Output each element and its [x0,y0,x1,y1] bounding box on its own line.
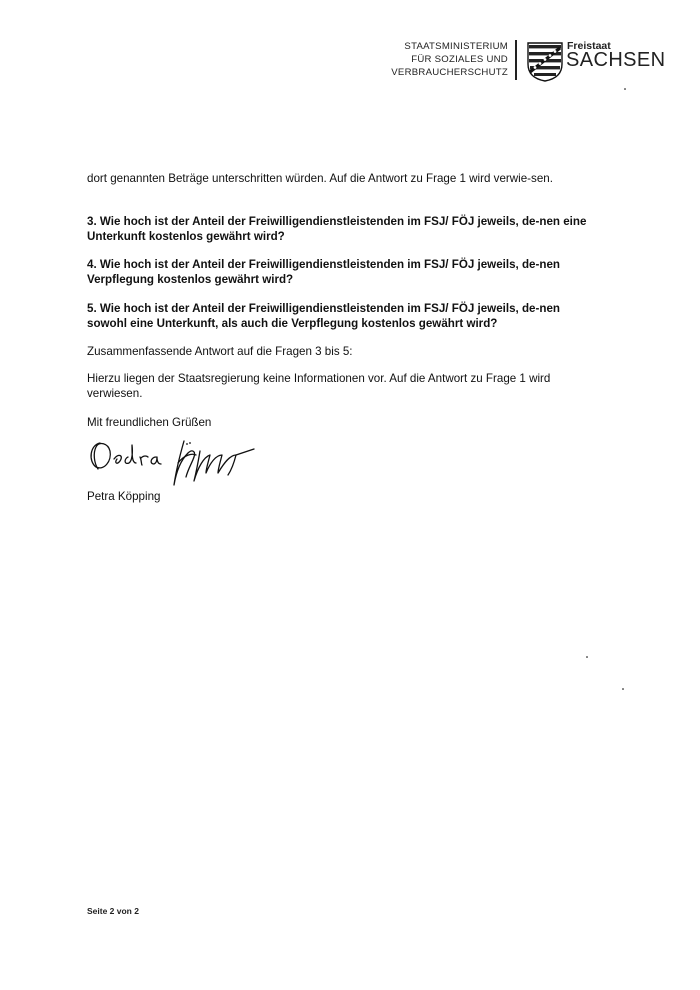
scan-speck [586,656,588,658]
signatory-name: Petra Köpping [87,490,161,503]
ministry-line-3: VERBRAUCHERSCHUTZ [391,66,508,78]
page-number: Seite 2 von 2 [87,906,139,916]
continuation-paragraph: dort genannten Beträge unterschritten würden. Auf die Antwort zu Frage 1 wird verwie-sen. [87,172,553,185]
question-3: 3. Wie hoch ist der Anteil der Freiwilligendienstleistenden im FSJ/ FÖJ jeweils, de-nen eine Unterkunft kostenlos gewährt wird? [87,215,587,243]
letterhead-divider [515,40,517,80]
ministry-name [391,41,508,79]
closing-line: Mit freundlichen Grüßen [87,416,212,429]
summary-answer: Hierzu liegen der Staatsregierung keine Informationen vor. Auf die Antwort zu Frage 1 wird verwiesen. [87,372,551,400]
saxony-crest-icon [527,42,563,82]
ministry-line-1: STAATSMINISTERIUM [404,41,508,52]
handwritten-signature [84,433,259,491]
state-label-big: SACHSEN [566,49,666,71]
state-label-small: Freistaat [567,40,611,52]
summary-heading: Zusammenfassende Antwort auf die Fragen 3 bis 5: [87,345,353,358]
question-4: 4. Wie hoch ist der Anteil der Freiwilligendienstleistenden im FSJ/ FÖJ jeweils, de-nen Verpflegung kostenlos gewährt wird? [87,258,560,286]
scan-speck [624,88,626,90]
question-5: 5. Wie hoch ist der Anteil der Freiwilligendienstleistenden im FSJ/ FÖJ jeweils, de-nen sowohl eine Unterkunft, als auch die Verpflegung kostenlos gewährt wird? [87,302,560,330]
scan-speck [622,688,624,690]
ministry-line-2: FÜR SOZIALES UND [411,53,508,65]
